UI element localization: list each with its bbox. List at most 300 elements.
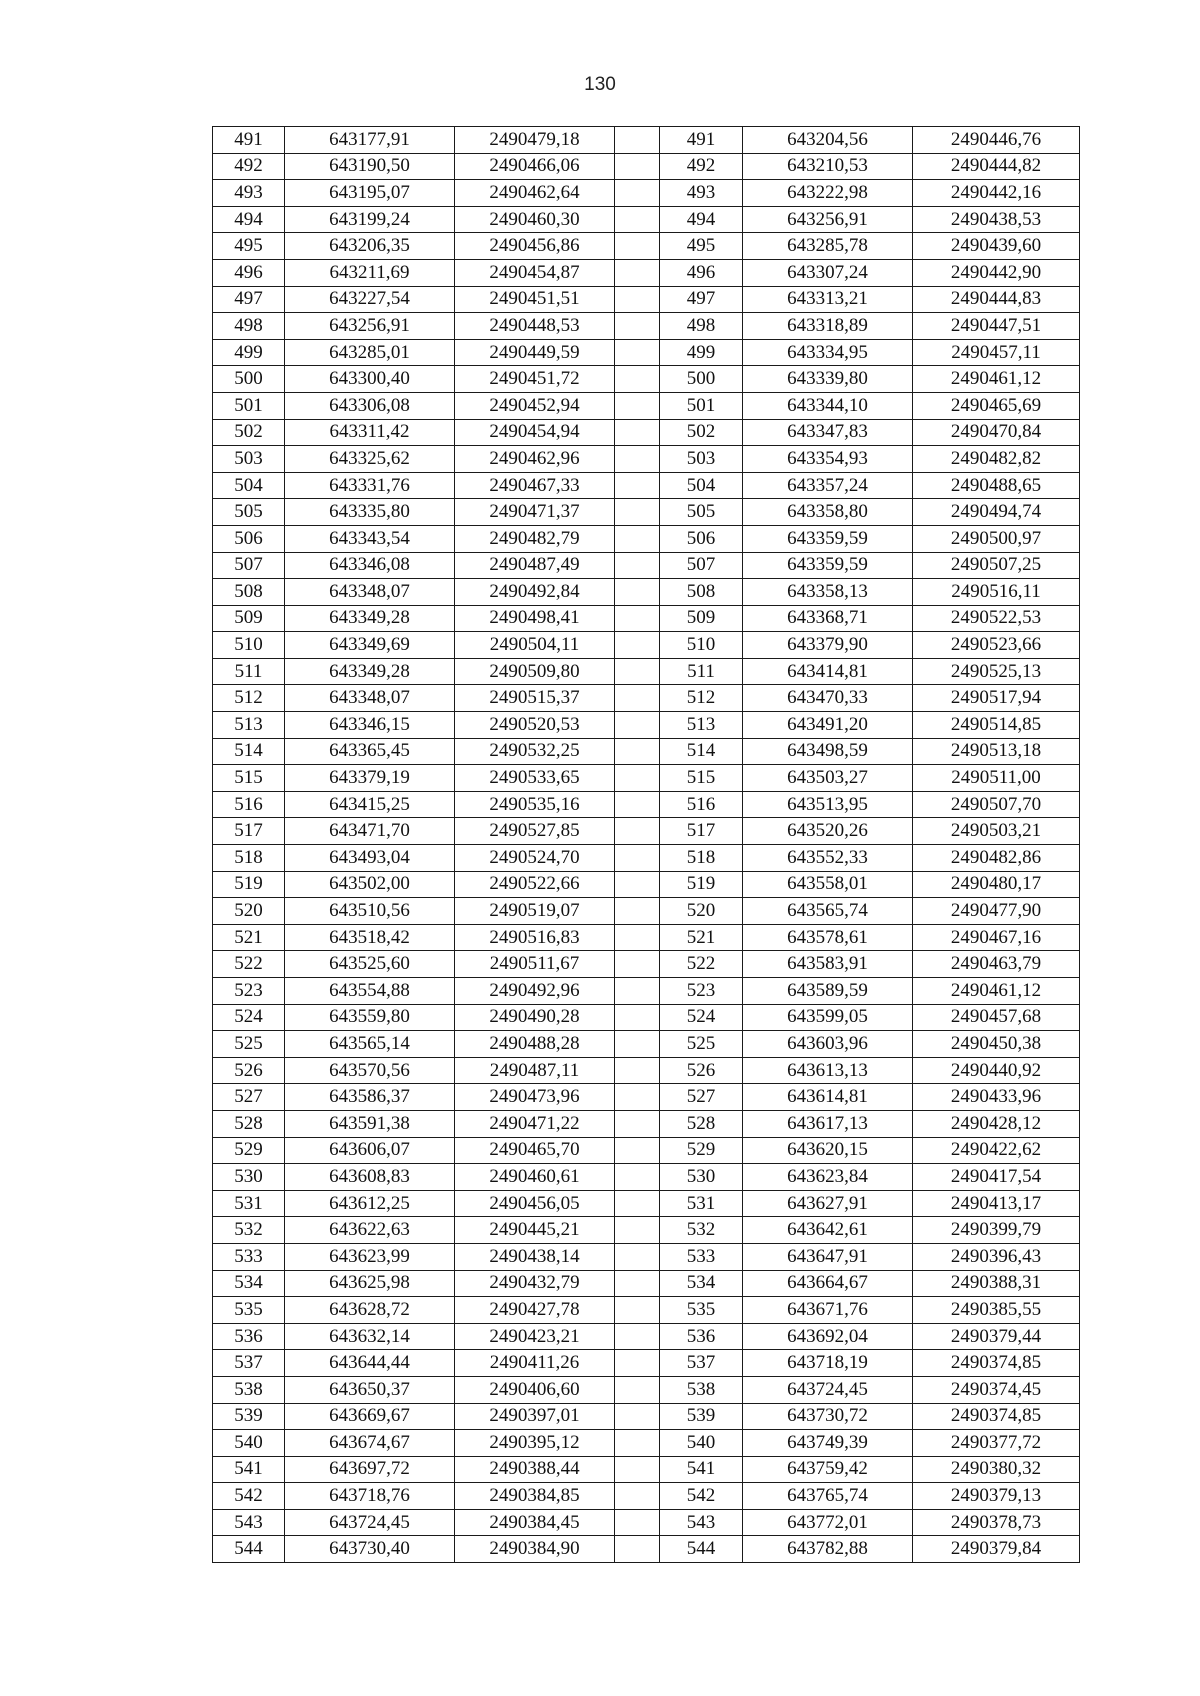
right-y-coordinate-cell: 2490467,16 [913, 924, 1080, 951]
right-y-coordinate-cell: 2490511,00 [913, 765, 1080, 792]
empty-separator-cell [615, 605, 660, 632]
left-point-number-cell: 510 [213, 632, 285, 659]
right-point-number-cell: 530 [660, 1164, 743, 1191]
right-x-coordinate-cell: 643759,42 [743, 1456, 913, 1483]
right-y-coordinate-cell: 2490399,79 [913, 1217, 1080, 1244]
right-point-number-cell: 511 [660, 658, 743, 685]
right-y-coordinate-cell: 2490385,55 [913, 1297, 1080, 1324]
table-row [213, 1376, 1080, 1403]
right-y-coordinate-cell: 2490500,97 [913, 525, 1080, 552]
right-point-number-cell: 531 [660, 1190, 743, 1217]
left-y-coordinate-cell: 2490462,64 [455, 180, 615, 207]
right-point-number-cell: 542 [660, 1483, 743, 1510]
empty-separator-cell [615, 127, 660, 154]
table-row [213, 259, 1080, 286]
left-point-number-cell: 517 [213, 818, 285, 845]
left-y-coordinate-cell: 2490456,05 [455, 1190, 615, 1217]
right-y-coordinate-cell: 2490463,79 [913, 951, 1080, 978]
left-point-number-cell: 542 [213, 1483, 285, 1510]
left-x-coordinate-cell: 643586,37 [285, 1084, 455, 1111]
left-y-coordinate-cell: 2490406,60 [455, 1376, 615, 1403]
right-y-coordinate-cell: 2490457,11 [913, 339, 1080, 366]
left-point-number-cell: 543 [213, 1509, 285, 1536]
right-x-coordinate-cell: 643614,81 [743, 1084, 913, 1111]
left-x-coordinate-cell: 643348,07 [285, 579, 455, 606]
left-x-coordinate-cell: 643227,54 [285, 286, 455, 313]
table-row [213, 1323, 1080, 1350]
left-x-coordinate-cell: 643256,91 [285, 313, 455, 340]
left-point-number-cell: 492 [213, 153, 285, 180]
right-y-coordinate-cell: 2490422,62 [913, 1137, 1080, 1164]
right-x-coordinate-cell: 643558,01 [743, 871, 913, 898]
left-x-coordinate-cell: 643724,45 [285, 1509, 455, 1536]
empty-separator-cell [615, 1031, 660, 1058]
left-point-number-cell: 531 [213, 1190, 285, 1217]
table-row [213, 552, 1080, 579]
right-y-coordinate-cell: 2490507,70 [913, 791, 1080, 818]
table-row [213, 499, 1080, 526]
empty-separator-cell [615, 579, 660, 606]
right-y-coordinate-cell: 2490379,44 [913, 1323, 1080, 1350]
right-y-coordinate-cell: 2490433,96 [913, 1084, 1080, 1111]
right-y-coordinate-cell: 2490444,82 [913, 153, 1080, 180]
table-row [213, 1350, 1080, 1377]
right-y-coordinate-cell: 2490446,76 [913, 127, 1080, 154]
table-row [213, 845, 1080, 872]
empty-separator-cell [615, 1350, 660, 1377]
right-y-coordinate-cell: 2490488,65 [913, 472, 1080, 499]
table-row [213, 392, 1080, 419]
right-y-coordinate-cell: 2490374,85 [913, 1403, 1080, 1430]
left-point-number-cell: 536 [213, 1323, 285, 1350]
left-y-coordinate-cell: 2490487,49 [455, 552, 615, 579]
table-row [213, 1084, 1080, 1111]
empty-separator-cell [615, 499, 660, 526]
right-x-coordinate-cell: 643513,95 [743, 791, 913, 818]
right-point-number-cell: 495 [660, 233, 743, 260]
right-point-number-cell: 544 [660, 1536, 743, 1563]
right-x-coordinate-cell: 643414,81 [743, 658, 913, 685]
left-x-coordinate-cell: 643285,01 [285, 339, 455, 366]
right-x-coordinate-cell: 643749,39 [743, 1430, 913, 1457]
table-row [213, 366, 1080, 393]
right-point-number-cell: 534 [660, 1270, 743, 1297]
right-x-coordinate-cell: 643498,59 [743, 738, 913, 765]
left-point-number-cell: 506 [213, 525, 285, 552]
right-point-number-cell: 513 [660, 712, 743, 739]
right-x-coordinate-cell: 643313,21 [743, 286, 913, 313]
left-y-coordinate-cell: 2490384,45 [455, 1509, 615, 1536]
table-row [213, 685, 1080, 712]
right-y-coordinate-cell: 2490378,73 [913, 1509, 1080, 1536]
left-y-coordinate-cell: 2490462,96 [455, 446, 615, 473]
right-y-coordinate-cell: 2490461,12 [913, 978, 1080, 1005]
left-y-coordinate-cell: 2490473,96 [455, 1084, 615, 1111]
left-point-number-cell: 544 [213, 1536, 285, 1563]
left-x-coordinate-cell: 643650,37 [285, 1376, 455, 1403]
left-x-coordinate-cell: 643697,72 [285, 1456, 455, 1483]
right-x-coordinate-cell: 643222,98 [743, 180, 913, 207]
left-y-coordinate-cell: 2490532,25 [455, 738, 615, 765]
table-row [213, 1536, 1080, 1563]
right-point-number-cell: 498 [660, 313, 743, 340]
table-row [213, 1057, 1080, 1084]
table-row [213, 446, 1080, 473]
empty-separator-cell [615, 525, 660, 552]
left-y-coordinate-cell: 2490487,11 [455, 1057, 615, 1084]
table-row [213, 1031, 1080, 1058]
left-x-coordinate-cell: 643622,63 [285, 1217, 455, 1244]
right-x-coordinate-cell: 643730,72 [743, 1403, 913, 1430]
right-point-number-cell: 518 [660, 845, 743, 872]
table-row [213, 419, 1080, 446]
left-x-coordinate-cell: 643349,28 [285, 658, 455, 685]
right-x-coordinate-cell: 643379,90 [743, 632, 913, 659]
left-y-coordinate-cell: 2490520,53 [455, 712, 615, 739]
right-point-number-cell: 501 [660, 392, 743, 419]
right-point-number-cell: 532 [660, 1217, 743, 1244]
right-y-coordinate-cell: 2490377,72 [913, 1430, 1080, 1457]
right-y-coordinate-cell: 2490482,82 [913, 446, 1080, 473]
table-row [213, 632, 1080, 659]
table-row [213, 898, 1080, 925]
left-y-coordinate-cell: 2490411,26 [455, 1350, 615, 1377]
right-point-number-cell: 504 [660, 472, 743, 499]
page-number: 130 [584, 74, 616, 95]
left-y-coordinate-cell: 2490488,28 [455, 1031, 615, 1058]
right-x-coordinate-cell: 643642,61 [743, 1217, 913, 1244]
left-point-number-cell: 522 [213, 951, 285, 978]
left-point-number-cell: 541 [213, 1456, 285, 1483]
left-x-coordinate-cell: 643190,50 [285, 153, 455, 180]
left-point-number-cell: 519 [213, 871, 285, 898]
left-point-number-cell: 514 [213, 738, 285, 765]
empty-separator-cell [615, 1004, 660, 1031]
right-y-coordinate-cell: 2490522,53 [913, 605, 1080, 632]
empty-separator-cell [615, 845, 660, 872]
left-x-coordinate-cell: 643325,62 [285, 446, 455, 473]
left-point-number-cell: 516 [213, 791, 285, 818]
left-point-number-cell: 498 [213, 313, 285, 340]
right-x-coordinate-cell: 643613,13 [743, 1057, 913, 1084]
table-row [213, 579, 1080, 606]
left-point-number-cell: 515 [213, 765, 285, 792]
empty-separator-cell [615, 366, 660, 393]
left-x-coordinate-cell: 643471,70 [285, 818, 455, 845]
left-point-number-cell: 502 [213, 419, 285, 446]
right-point-number-cell: 505 [660, 499, 743, 526]
left-y-coordinate-cell: 2490388,44 [455, 1456, 615, 1483]
left-y-coordinate-cell: 2490456,86 [455, 233, 615, 260]
empty-separator-cell [615, 1456, 660, 1483]
right-point-number-cell: 506 [660, 525, 743, 552]
left-x-coordinate-cell: 643730,40 [285, 1536, 455, 1563]
right-point-number-cell: 499 [660, 339, 743, 366]
left-y-coordinate-cell: 2490509,80 [455, 658, 615, 685]
left-x-coordinate-cell: 643379,19 [285, 765, 455, 792]
table-row [213, 286, 1080, 313]
left-x-coordinate-cell: 643502,00 [285, 871, 455, 898]
right-y-coordinate-cell: 2490374,85 [913, 1350, 1080, 1377]
empty-separator-cell [615, 552, 660, 579]
right-point-number-cell: 540 [660, 1430, 743, 1457]
empty-separator-cell [615, 1297, 660, 1324]
table-row [213, 339, 1080, 366]
empty-separator-cell [615, 765, 660, 792]
left-x-coordinate-cell: 643346,08 [285, 552, 455, 579]
empty-separator-cell [615, 446, 660, 473]
empty-separator-cell [615, 1190, 660, 1217]
right-y-coordinate-cell: 2490438,53 [913, 206, 1080, 233]
right-y-coordinate-cell: 2490450,38 [913, 1031, 1080, 1058]
left-y-coordinate-cell: 2490492,84 [455, 579, 615, 606]
right-point-number-cell: 528 [660, 1110, 743, 1137]
left-y-coordinate-cell: 2490449,59 [455, 339, 615, 366]
right-point-number-cell: 543 [660, 1509, 743, 1536]
empty-separator-cell [615, 632, 660, 659]
left-point-number-cell: 529 [213, 1137, 285, 1164]
right-x-coordinate-cell: 643354,93 [743, 446, 913, 473]
table-row [213, 765, 1080, 792]
table-row [213, 1403, 1080, 1430]
left-point-number-cell: 511 [213, 658, 285, 685]
table-row [213, 1243, 1080, 1270]
empty-separator-cell [615, 1376, 660, 1403]
right-x-coordinate-cell: 643765,74 [743, 1483, 913, 1510]
empty-separator-cell [615, 1110, 660, 1137]
empty-separator-cell [615, 153, 660, 180]
right-x-coordinate-cell: 643318,89 [743, 313, 913, 340]
table-row [213, 1430, 1080, 1457]
empty-separator-cell [615, 1509, 660, 1536]
right-y-coordinate-cell: 2490440,92 [913, 1057, 1080, 1084]
right-y-coordinate-cell: 2490379,84 [913, 1536, 1080, 1563]
left-x-coordinate-cell: 643348,07 [285, 685, 455, 712]
right-x-coordinate-cell: 643334,95 [743, 339, 913, 366]
left-point-number-cell: 530 [213, 1164, 285, 1191]
right-x-coordinate-cell: 643368,71 [743, 605, 913, 632]
table-row [213, 924, 1080, 951]
left-x-coordinate-cell: 643199,24 [285, 206, 455, 233]
left-point-number-cell: 497 [213, 286, 285, 313]
right-y-coordinate-cell: 2490477,90 [913, 898, 1080, 925]
empty-separator-cell [615, 951, 660, 978]
left-x-coordinate-cell: 643311,42 [285, 419, 455, 446]
left-y-coordinate-cell: 2490432,79 [455, 1270, 615, 1297]
left-y-coordinate-cell: 2490471,37 [455, 499, 615, 526]
right-x-coordinate-cell: 643357,24 [743, 472, 913, 499]
left-x-coordinate-cell: 643554,88 [285, 978, 455, 1005]
empty-separator-cell [615, 978, 660, 1005]
left-y-coordinate-cell: 2490527,85 [455, 818, 615, 845]
right-x-coordinate-cell: 643503,27 [743, 765, 913, 792]
right-y-coordinate-cell: 2490507,25 [913, 552, 1080, 579]
left-point-number-cell: 525 [213, 1031, 285, 1058]
right-point-number-cell: 494 [660, 206, 743, 233]
left-point-number-cell: 518 [213, 845, 285, 872]
left-point-number-cell: 540 [213, 1430, 285, 1457]
left-point-number-cell: 538 [213, 1376, 285, 1403]
right-x-coordinate-cell: 643307,24 [743, 259, 913, 286]
right-point-number-cell: 519 [660, 871, 743, 898]
right-x-coordinate-cell: 643565,74 [743, 898, 913, 925]
right-point-number-cell: 508 [660, 579, 743, 606]
right-x-coordinate-cell: 643617,13 [743, 1110, 913, 1137]
table-row [213, 871, 1080, 898]
table-row [213, 712, 1080, 739]
right-point-number-cell: 517 [660, 818, 743, 845]
left-x-coordinate-cell: 643346,15 [285, 712, 455, 739]
left-x-coordinate-cell: 643518,42 [285, 924, 455, 951]
empty-separator-cell [615, 339, 660, 366]
right-x-coordinate-cell: 643339,80 [743, 366, 913, 393]
left-x-coordinate-cell: 643331,76 [285, 472, 455, 499]
empty-separator-cell [615, 286, 660, 313]
left-point-number-cell: 494 [213, 206, 285, 233]
left-point-number-cell: 521 [213, 924, 285, 951]
left-y-coordinate-cell: 2490467,33 [455, 472, 615, 499]
empty-separator-cell [615, 1270, 660, 1297]
right-point-number-cell: 509 [660, 605, 743, 632]
empty-separator-cell [615, 871, 660, 898]
right-point-number-cell: 503 [660, 446, 743, 473]
left-x-coordinate-cell: 643335,80 [285, 499, 455, 526]
table-row [213, 1456, 1080, 1483]
left-point-number-cell: 501 [213, 392, 285, 419]
right-x-coordinate-cell: 643470,33 [743, 685, 913, 712]
left-point-number-cell: 527 [213, 1084, 285, 1111]
right-x-coordinate-cell: 643204,56 [743, 127, 913, 154]
table-row [213, 658, 1080, 685]
left-point-number-cell: 539 [213, 1403, 285, 1430]
right-y-coordinate-cell: 2490413,17 [913, 1190, 1080, 1217]
table-row [213, 978, 1080, 1005]
right-x-coordinate-cell: 643344,10 [743, 392, 913, 419]
left-y-coordinate-cell: 2490448,53 [455, 313, 615, 340]
right-y-coordinate-cell: 2490439,60 [913, 233, 1080, 260]
left-point-number-cell: 509 [213, 605, 285, 632]
empty-separator-cell [615, 233, 660, 260]
empty-separator-cell [615, 180, 660, 207]
left-y-coordinate-cell: 2490451,72 [455, 366, 615, 393]
right-point-number-cell: 493 [660, 180, 743, 207]
left-x-coordinate-cell: 643565,14 [285, 1031, 455, 1058]
left-x-coordinate-cell: 643559,80 [285, 1004, 455, 1031]
right-x-coordinate-cell: 643692,04 [743, 1323, 913, 1350]
right-y-coordinate-cell: 2490374,45 [913, 1376, 1080, 1403]
right-y-coordinate-cell: 2490380,32 [913, 1456, 1080, 1483]
right-x-coordinate-cell: 643664,67 [743, 1270, 913, 1297]
left-point-number-cell: 499 [213, 339, 285, 366]
empty-separator-cell [615, 712, 660, 739]
left-x-coordinate-cell: 643177,91 [285, 127, 455, 154]
left-point-number-cell: 524 [213, 1004, 285, 1031]
empty-separator-cell [615, 1243, 660, 1270]
table-row [213, 233, 1080, 260]
left-y-coordinate-cell: 2490516,83 [455, 924, 615, 951]
right-x-coordinate-cell: 643347,83 [743, 419, 913, 446]
left-x-coordinate-cell: 643623,99 [285, 1243, 455, 1270]
left-point-number-cell: 533 [213, 1243, 285, 1270]
empty-separator-cell [615, 818, 660, 845]
right-x-coordinate-cell: 643647,91 [743, 1243, 913, 1270]
right-point-number-cell: 500 [660, 366, 743, 393]
right-point-number-cell: 492 [660, 153, 743, 180]
right-y-coordinate-cell: 2490470,84 [913, 419, 1080, 446]
left-x-coordinate-cell: 643510,56 [285, 898, 455, 925]
left-x-coordinate-cell: 643625,98 [285, 1270, 455, 1297]
left-y-coordinate-cell: 2490466,06 [455, 153, 615, 180]
left-y-coordinate-cell: 2490454,94 [455, 419, 615, 446]
left-point-number-cell: 505 [213, 499, 285, 526]
right-point-number-cell: 512 [660, 685, 743, 712]
right-y-coordinate-cell: 2490523,66 [913, 632, 1080, 659]
right-y-coordinate-cell: 2490461,12 [913, 366, 1080, 393]
left-point-number-cell: 537 [213, 1350, 285, 1377]
right-x-coordinate-cell: 643772,01 [743, 1509, 913, 1536]
right-y-coordinate-cell: 2490494,74 [913, 499, 1080, 526]
left-x-coordinate-cell: 643206,35 [285, 233, 455, 260]
table-row [213, 1270, 1080, 1297]
table-row [213, 1217, 1080, 1244]
right-y-coordinate-cell: 2490457,68 [913, 1004, 1080, 1031]
right-point-number-cell: 541 [660, 1456, 743, 1483]
left-y-coordinate-cell: 2490384,85 [455, 1483, 615, 1510]
right-y-coordinate-cell: 2490465,69 [913, 392, 1080, 419]
right-x-coordinate-cell: 643718,19 [743, 1350, 913, 1377]
right-point-number-cell: 497 [660, 286, 743, 313]
right-point-number-cell: 522 [660, 951, 743, 978]
left-point-number-cell: 528 [213, 1110, 285, 1137]
left-x-coordinate-cell: 643669,67 [285, 1403, 455, 1430]
left-x-coordinate-cell: 643612,25 [285, 1190, 455, 1217]
table-row [213, 313, 1080, 340]
right-point-number-cell: 525 [660, 1031, 743, 1058]
left-x-coordinate-cell: 643591,38 [285, 1110, 455, 1137]
empty-separator-cell [615, 1057, 660, 1084]
right-y-coordinate-cell: 2490503,21 [913, 818, 1080, 845]
right-y-coordinate-cell: 2490517,94 [913, 685, 1080, 712]
right-x-coordinate-cell: 643620,15 [743, 1137, 913, 1164]
right-y-coordinate-cell: 2490396,43 [913, 1243, 1080, 1270]
left-y-coordinate-cell: 2490427,78 [455, 1297, 615, 1324]
empty-separator-cell [615, 392, 660, 419]
right-point-number-cell: 539 [660, 1403, 743, 1430]
empty-separator-cell [615, 472, 660, 499]
right-y-coordinate-cell: 2490514,85 [913, 712, 1080, 739]
right-x-coordinate-cell: 643599,05 [743, 1004, 913, 1031]
empty-separator-cell [615, 313, 660, 340]
right-point-number-cell: 520 [660, 898, 743, 925]
table-row [213, 180, 1080, 207]
left-x-coordinate-cell: 643606,07 [285, 1137, 455, 1164]
empty-separator-cell [615, 791, 660, 818]
table-row [213, 472, 1080, 499]
left-y-coordinate-cell: 2490460,30 [455, 206, 615, 233]
empty-separator-cell [615, 1164, 660, 1191]
left-y-coordinate-cell: 2490519,07 [455, 898, 615, 925]
left-y-coordinate-cell: 2490454,87 [455, 259, 615, 286]
table-row [213, 206, 1080, 233]
left-x-coordinate-cell: 643306,08 [285, 392, 455, 419]
right-x-coordinate-cell: 643603,96 [743, 1031, 913, 1058]
left-point-number-cell: 535 [213, 1297, 285, 1324]
left-point-number-cell: 504 [213, 472, 285, 499]
left-x-coordinate-cell: 643608,83 [285, 1164, 455, 1191]
right-point-number-cell: 523 [660, 978, 743, 1005]
left-y-coordinate-cell: 2490535,16 [455, 791, 615, 818]
empty-separator-cell [615, 206, 660, 233]
